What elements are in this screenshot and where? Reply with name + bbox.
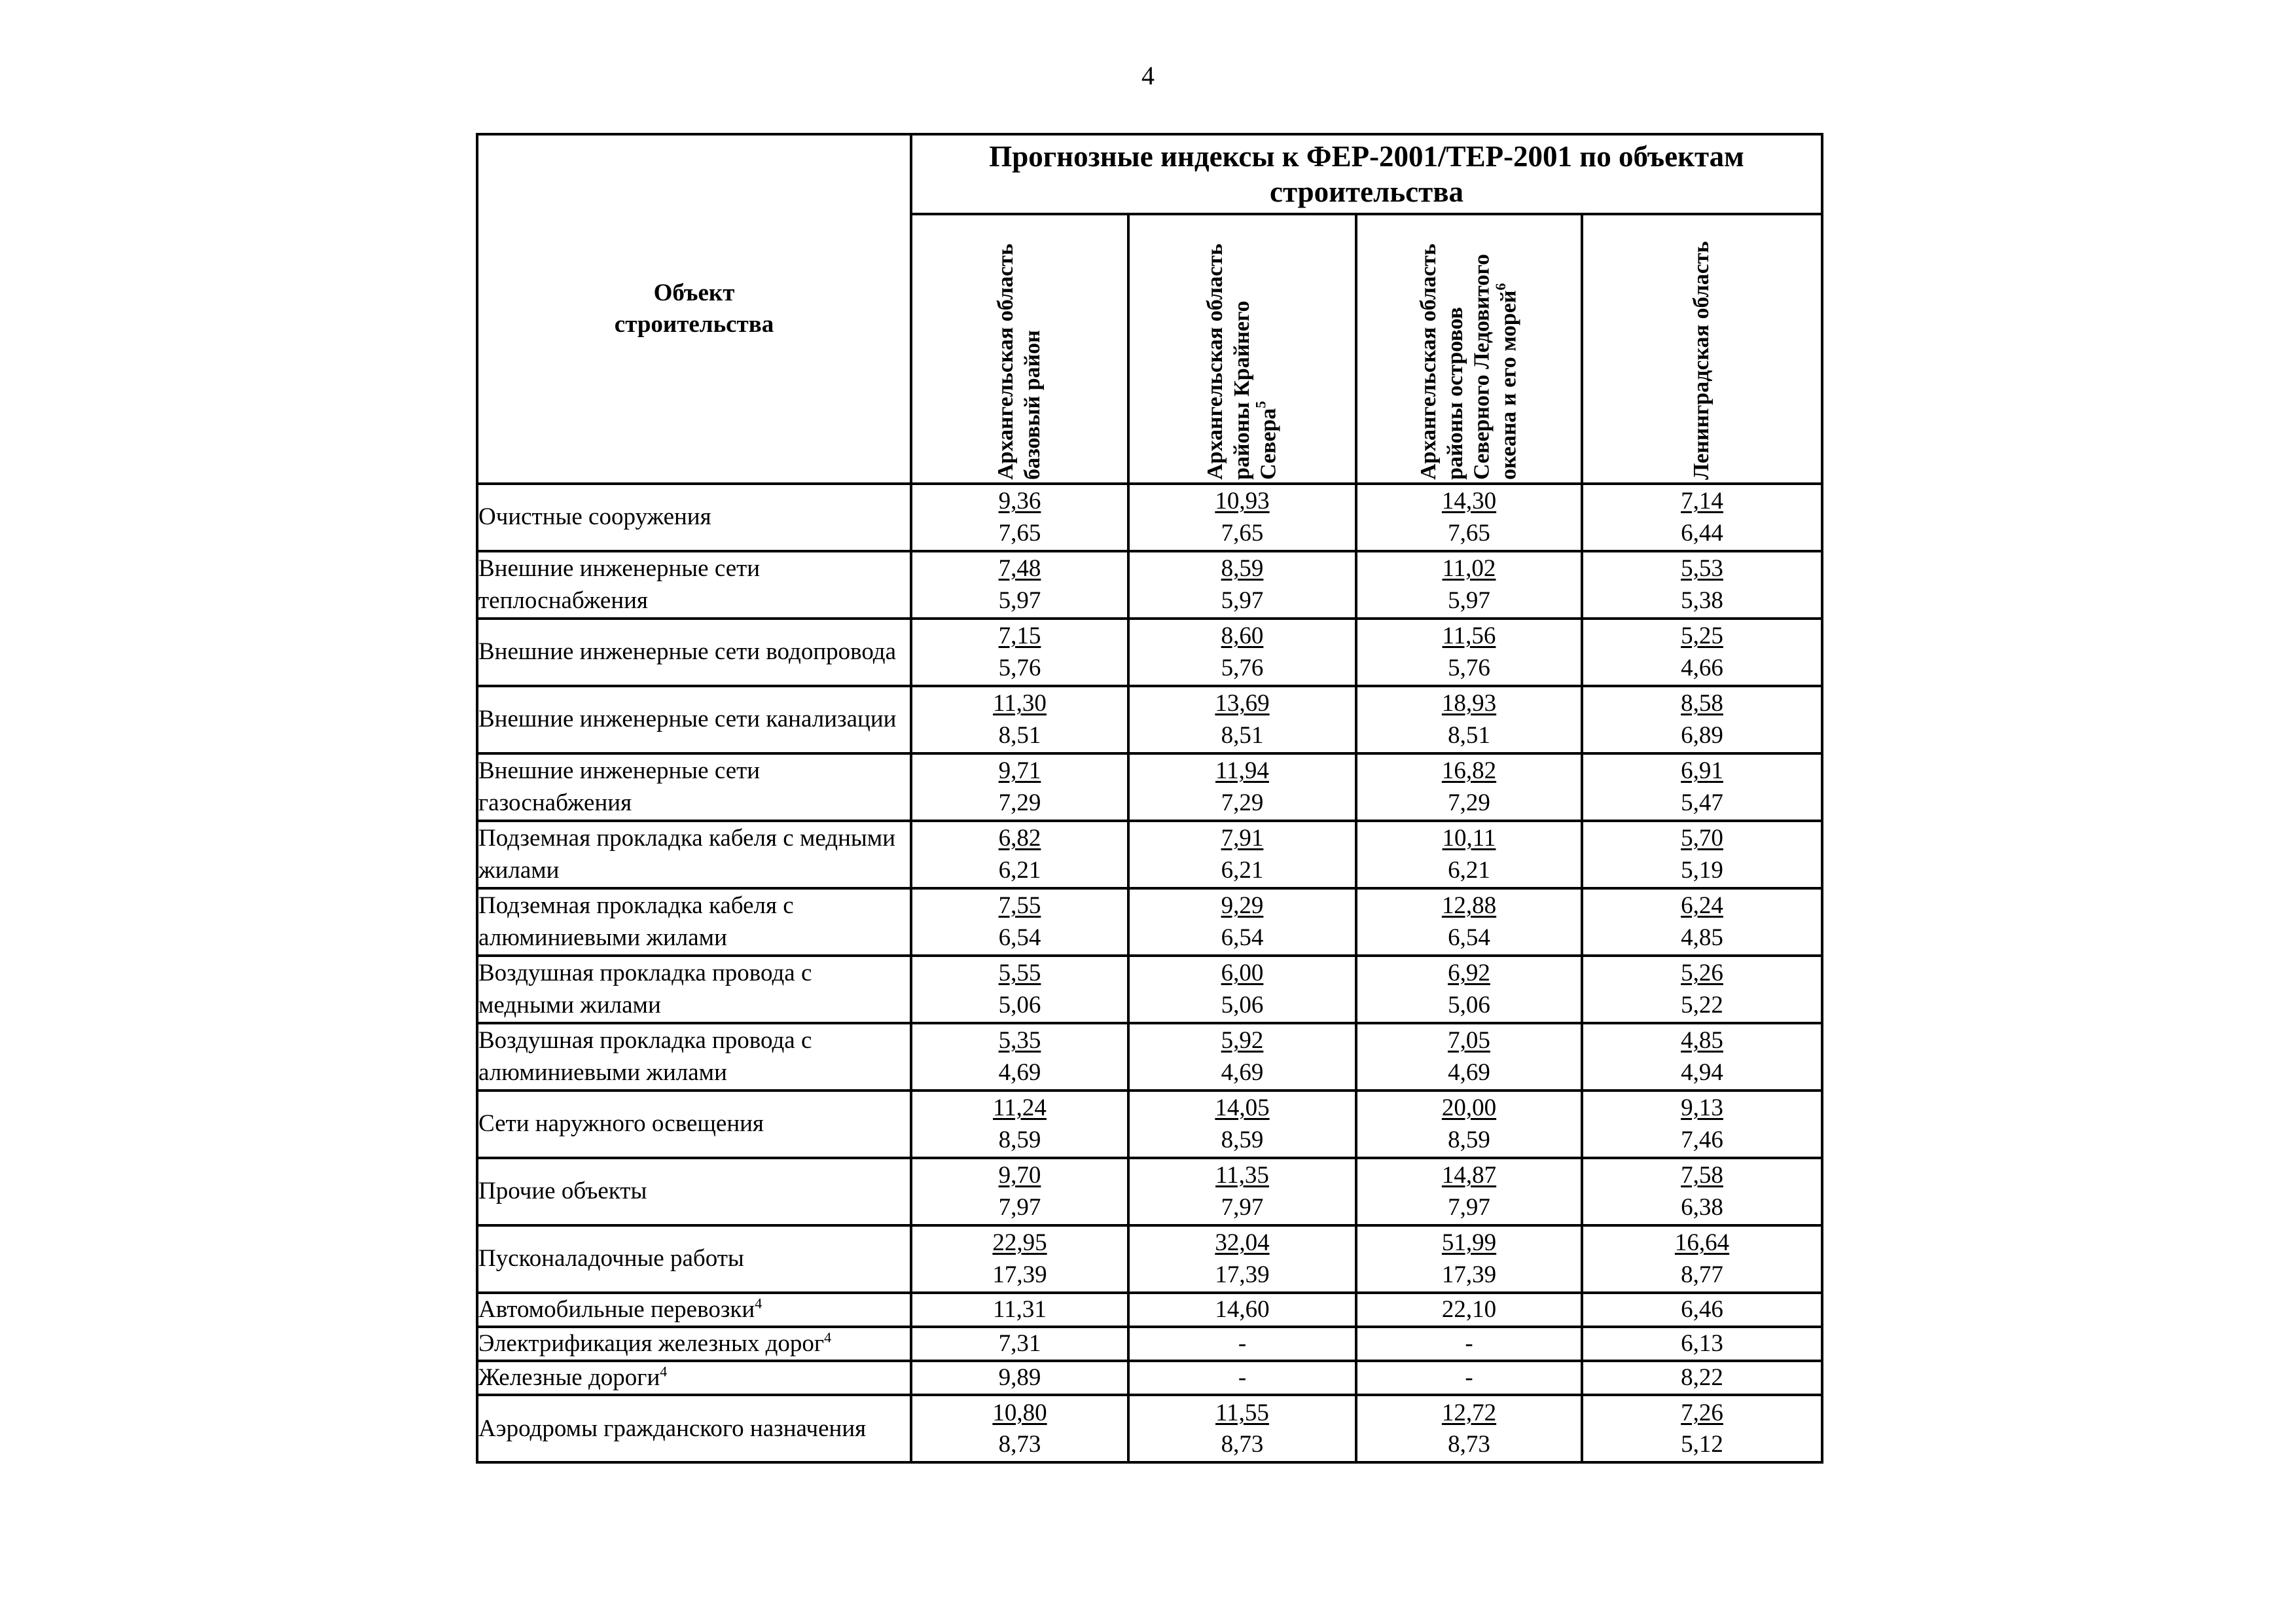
index-value: 22,10 <box>1441 1296 1497 1323</box>
row-label-text: Внешние инженерные сети канализации <box>478 706 897 733</box>
index-value-top: 8,59 <box>1221 555 1264 583</box>
value-cell <box>1128 1158 1356 1225</box>
value-cell <box>911 1023 1128 1091</box>
row-label-text: Очистные сооружения <box>478 503 711 531</box>
column-header-text <box>1689 218 1715 480</box>
value-cell <box>1128 1395 1356 1462</box>
index-value-bottom: 8,51 <box>998 721 1041 749</box>
index-value-bottom: 6,54 <box>1221 924 1264 951</box>
table-row <box>477 1327 1822 1361</box>
index-value-bottom: 4,69 <box>1221 1058 1264 1086</box>
table-row <box>477 686 1822 753</box>
index-value-bottom: 5,97 <box>998 586 1041 614</box>
index-value-top: 11,94 <box>1215 757 1269 785</box>
table-row <box>477 1361 1822 1395</box>
value-cell <box>1582 753 1822 821</box>
index-value-bottom: 6,54 <box>998 924 1041 951</box>
index-value-top: 11,02 <box>1442 555 1496 583</box>
row-label-text: Подземная прокладка кабеля с медными жилами <box>478 825 896 884</box>
object-header <box>477 134 911 484</box>
table-row <box>477 1293 1822 1327</box>
index-value-top: 9,29 <box>1221 892 1264 920</box>
value-cell <box>1128 1091 1356 1158</box>
index-value-bottom: 5,47 <box>1681 789 1723 816</box>
row-label-text: Воздушная прокладка провода с алюминиевыми жилами <box>478 1027 812 1086</box>
row-label <box>477 1091 911 1158</box>
group-header <box>911 134 1822 214</box>
value-cell <box>911 1395 1128 1462</box>
index-value: 6,13 <box>1681 1330 1723 1358</box>
index-value-bottom: 6,21 <box>1221 856 1264 884</box>
index-value-top: 9,13 <box>1681 1094 1723 1122</box>
index-value-bottom: 8,73 <box>1221 1430 1264 1458</box>
index-value-top: 14,87 <box>1441 1162 1497 1189</box>
index-value-top: 7,48 <box>998 555 1041 583</box>
value-cell <box>1356 1395 1582 1462</box>
index-value-bottom: 5,97 <box>1221 586 1264 614</box>
index-value-top: 51,99 <box>1441 1229 1497 1257</box>
index-value-bottom: 8,51 <box>1448 721 1490 749</box>
index-value-top: 6,82 <box>998 825 1041 852</box>
index-value-bottom: 8,73 <box>1448 1430 1490 1458</box>
row-label-text: Электрификация железных дорог <box>478 1330 825 1358</box>
value-cell <box>1356 1023 1582 1091</box>
index-value-top: 7,14 <box>1681 488 1723 515</box>
index-value-top: 11,30 <box>993 690 1047 717</box>
index-value-top: 18,93 <box>1441 690 1497 717</box>
index-value-top: 5,92 <box>1221 1027 1264 1055</box>
value-cell <box>1128 956 1356 1023</box>
value-cell <box>911 888 1128 956</box>
index-value-bottom: 8,77 <box>1681 1261 1723 1288</box>
index-value-bottom: 5,06 <box>1221 991 1264 1019</box>
value-cell <box>1356 1158 1582 1225</box>
index-value-top: 5,35 <box>998 1027 1041 1055</box>
index-value-bottom: 6,89 <box>1681 721 1723 749</box>
value-cell <box>1356 1361 1582 1395</box>
table-body <box>477 484 1822 1462</box>
index-value-bottom: 8,59 <box>1221 1126 1264 1153</box>
table-row <box>477 821 1822 888</box>
index-value-top: 5,53 <box>1681 555 1723 583</box>
index-value-top: 9,36 <box>998 488 1041 515</box>
value-cell <box>1356 1293 1582 1327</box>
footnote-mark: 4 <box>824 1329 832 1346</box>
row-label <box>477 1327 911 1361</box>
index-value-top: 9,70 <box>998 1162 1041 1189</box>
table-row <box>477 1225 1822 1293</box>
index-value-top: 11,55 <box>1215 1399 1269 1426</box>
row-label <box>477 956 911 1023</box>
value-cell <box>1582 956 1822 1023</box>
value-cell <box>1128 1023 1356 1091</box>
index-table <box>476 133 1823 1464</box>
group-header-text: Прогнозные индексы к ФЕР-2001/ТЕР-2001 по объектам строительства <box>989 140 1744 208</box>
value-cell <box>1356 619 1582 686</box>
index-value-bottom: 6,44 <box>1681 519 1723 547</box>
value-cell <box>1128 1327 1356 1361</box>
column-header-label: Ленинградская область <box>1689 241 1714 480</box>
value-cell <box>1356 1091 1582 1158</box>
column-header-label: Архангельская область базовый район <box>994 244 1045 480</box>
table-row <box>477 753 1822 821</box>
index-value-top: 7,55 <box>998 892 1041 920</box>
row-label-text: Железные дороги <box>478 1364 660 1392</box>
index-value-top: 7,26 <box>1681 1399 1723 1426</box>
value-cell <box>1582 1361 1822 1395</box>
value-cell <box>1356 888 1582 956</box>
index-value-bottom: 5,76 <box>1221 654 1264 681</box>
value-cell <box>1356 821 1582 888</box>
value-cell <box>1582 888 1822 956</box>
column-header-label: Архангельская область районы островов Северного Ледовитого океана и его морей <box>1416 244 1521 480</box>
index-value-bottom: 7,97 <box>998 1193 1041 1221</box>
index-value-bottom: 7,65 <box>1448 519 1490 547</box>
index-value-top: 7,15 <box>998 623 1041 650</box>
row-label-text: Внешние инженерные сети теплоснабжения <box>478 555 761 614</box>
index-value-bottom: 6,38 <box>1681 1193 1723 1221</box>
index-value-top: 10,11 <box>1442 825 1496 852</box>
index-value-top: 11,56 <box>1442 623 1496 650</box>
row-label <box>477 551 911 619</box>
row-label-text: Внешние инженерные сети водопровода <box>478 638 897 666</box>
value-cell <box>1128 1225 1356 1293</box>
index-value-bottom: 5,19 <box>1681 856 1723 884</box>
value-cell <box>1582 1091 1822 1158</box>
index-value-bottom: 6,21 <box>1448 856 1490 884</box>
value-cell <box>1128 1361 1356 1395</box>
index-value-top: 7,05 <box>1448 1027 1490 1055</box>
column-header-text <box>1416 218 1522 480</box>
table-row <box>477 1395 1822 1462</box>
index-value-top: 13,69 <box>1215 690 1270 717</box>
index-value-bottom: 5,12 <box>1681 1430 1723 1458</box>
table-row <box>477 1158 1822 1225</box>
index-value-top: 6,91 <box>1681 757 1723 785</box>
value-cell <box>911 686 1128 753</box>
index-value-bottom: 7,29 <box>1448 789 1490 816</box>
index-value-bottom: 7,97 <box>1221 1193 1264 1221</box>
value-cell <box>1582 821 1822 888</box>
row-label-text: Автомобильные перевозки <box>478 1296 755 1323</box>
index-value-top: 4,85 <box>1681 1027 1723 1055</box>
index-value-bottom: 6,54 <box>1448 924 1490 951</box>
index-value-bottom: 5,76 <box>1448 654 1490 681</box>
column-header-4 <box>1582 214 1822 484</box>
value-cell <box>1128 551 1356 619</box>
index-value-top: 5,26 <box>1681 960 1723 987</box>
row-label <box>477 1023 911 1091</box>
index-value-top: 8,58 <box>1681 690 1723 717</box>
row-label <box>477 686 911 753</box>
value-cell <box>1582 1023 1822 1091</box>
row-label <box>477 484 911 551</box>
value-cell <box>1356 551 1582 619</box>
object-header-text: Объект строительства <box>614 279 774 338</box>
table-row <box>477 551 1822 619</box>
table-row <box>477 1023 1822 1091</box>
row-label <box>477 753 911 821</box>
index-value-top: 6,92 <box>1448 960 1490 987</box>
value-cell <box>1582 551 1822 619</box>
index-value-bottom: 8,59 <box>1448 1126 1490 1153</box>
value-cell <box>911 1158 1128 1225</box>
index-value-top: 16,82 <box>1441 757 1497 785</box>
value-cell <box>1128 686 1356 753</box>
index-value-bottom: 7,65 <box>1221 519 1264 547</box>
index-value-bottom: 17,39 <box>1215 1261 1270 1288</box>
table-row <box>477 619 1822 686</box>
index-value-top: 10,80 <box>992 1399 1047 1426</box>
index-value-bottom: 17,39 <box>1441 1261 1497 1288</box>
index-value-bottom: 5,06 <box>1448 991 1490 1019</box>
index-value-bottom: 7,65 <box>998 519 1041 547</box>
value-cell <box>911 956 1128 1023</box>
value-cell <box>1356 753 1582 821</box>
index-value: - <box>1465 1330 1473 1358</box>
index-value: 11,31 <box>993 1296 1047 1323</box>
value-cell <box>911 821 1128 888</box>
index-value-top: 7,58 <box>1681 1162 1723 1189</box>
index-value-top: 32,04 <box>1215 1229 1270 1257</box>
index-value-bottom: 17,39 <box>992 1261 1047 1288</box>
table-row <box>477 956 1822 1023</box>
index-value-top: 14,05 <box>1215 1094 1270 1122</box>
index-value-bottom: 5,97 <box>1448 586 1490 614</box>
index-value-top: 5,55 <box>998 960 1041 987</box>
row-label-text: Внешние инженерные сети газоснабжения <box>478 757 761 816</box>
value-cell <box>1582 1395 1822 1462</box>
row-label <box>477 1293 911 1327</box>
row-label <box>477 821 911 888</box>
value-cell <box>1582 1327 1822 1361</box>
index-value-top: 6,24 <box>1681 892 1723 920</box>
index-value-top: 22,95 <box>992 1229 1047 1257</box>
row-label <box>477 888 911 956</box>
row-label-text: Прочие объекты <box>478 1178 647 1205</box>
column-header-label: Архангельская область районы Крайнего Севера <box>1202 244 1281 480</box>
index-value-top: 11,24 <box>993 1094 1047 1122</box>
value-cell <box>1356 956 1582 1023</box>
value-cell <box>911 551 1128 619</box>
row-label-text: Воздушная прокладка провода с медными жилами <box>478 960 812 1019</box>
value-cell <box>911 1327 1128 1361</box>
index-value: 6,46 <box>1681 1296 1723 1323</box>
value-cell <box>911 1225 1128 1293</box>
value-cell <box>1356 1225 1582 1293</box>
value-cell <box>1128 484 1356 551</box>
value-cell <box>1128 821 1356 888</box>
index-value-bottom: 7,29 <box>1221 789 1264 816</box>
index-value-top: 6,00 <box>1221 960 1264 987</box>
index-value-top: 5,70 <box>1681 825 1723 852</box>
index-value-bottom: 8,73 <box>998 1430 1041 1458</box>
index-value-top: 5,25 <box>1681 623 1723 650</box>
value-cell <box>911 484 1128 551</box>
column-header-text <box>1202 218 1282 480</box>
index-value-top: 9,71 <box>998 757 1041 785</box>
index-value-top: 8,60 <box>1221 623 1264 650</box>
index-value-bottom: 5,22 <box>1681 991 1723 1019</box>
index-value: 14,60 <box>1215 1296 1270 1323</box>
column-header-1 <box>911 214 1128 484</box>
value-cell <box>911 1293 1128 1327</box>
index-value: - <box>1465 1364 1473 1392</box>
row-label-text: Подземная прокладка кабеля с алюминиевыми жилами <box>478 892 794 951</box>
value-cell <box>911 1361 1128 1395</box>
row-label <box>477 1361 911 1395</box>
value-cell <box>1582 484 1822 551</box>
value-cell <box>1582 686 1822 753</box>
value-cell <box>911 619 1128 686</box>
index-value-bottom: 4,69 <box>998 1058 1041 1086</box>
index-value-bottom: 4,66 <box>1681 654 1723 681</box>
row-label <box>477 1395 911 1462</box>
value-cell <box>1128 753 1356 821</box>
value-cell <box>1356 484 1582 551</box>
footnote-mark: 4 <box>755 1295 762 1312</box>
value-cell <box>1128 1293 1356 1327</box>
value-cell <box>1128 888 1356 956</box>
row-label <box>477 1225 911 1293</box>
value-cell <box>911 1091 1128 1158</box>
index-value-top: 16,64 <box>1674 1229 1730 1257</box>
table-row <box>477 1091 1822 1158</box>
index-value-top: 10,93 <box>1215 488 1270 515</box>
value-cell <box>911 753 1128 821</box>
index-value: - <box>1238 1330 1247 1358</box>
row-label-text: Пусконаладочные работы <box>478 1245 744 1272</box>
value-cell <box>1582 619 1822 686</box>
index-value-bottom: 8,59 <box>998 1126 1041 1153</box>
column-header-3 <box>1356 214 1582 484</box>
index-value-top: 20,00 <box>1441 1094 1497 1122</box>
index-value: 7,31 <box>998 1330 1041 1358</box>
row-label <box>477 1158 911 1225</box>
row-label-text: Аэродромы гражданского назначения <box>478 1415 867 1442</box>
index-value: - <box>1238 1364 1247 1392</box>
index-value-bottom: 7,97 <box>1448 1193 1490 1221</box>
index-value-top: 12,88 <box>1441 892 1497 920</box>
index-value: 8,22 <box>1681 1364 1723 1392</box>
value-cell <box>1128 619 1356 686</box>
table-row <box>477 484 1822 551</box>
footnote-mark: 5 <box>1252 401 1269 408</box>
index-value-bottom: 4,85 <box>1681 924 1723 951</box>
value-cell <box>1356 686 1582 753</box>
footnote-mark: 4 <box>660 1363 668 1380</box>
column-header-text <box>993 218 1047 480</box>
index-value-bottom: 5,76 <box>998 654 1041 681</box>
index-value: 9,89 <box>998 1364 1041 1392</box>
row-label <box>477 619 911 686</box>
footnote-mark: 6 <box>1492 283 1509 291</box>
index-value-top: 7,91 <box>1221 825 1264 852</box>
index-value-bottom: 5,06 <box>998 991 1041 1019</box>
value-cell <box>1582 1293 1822 1327</box>
column-header-2 <box>1128 214 1356 484</box>
index-value-bottom: 4,94 <box>1681 1058 1723 1086</box>
index-value-bottom: 8,51 <box>1221 721 1264 749</box>
table-row <box>477 888 1822 956</box>
value-cell <box>1582 1158 1822 1225</box>
index-value-bottom: 7,29 <box>998 789 1041 816</box>
value-cell <box>1582 1225 1822 1293</box>
index-value-bottom: 6,21 <box>998 856 1041 884</box>
index-value-bottom: 4,69 <box>1448 1058 1490 1086</box>
index-value-bottom: 7,46 <box>1681 1126 1723 1153</box>
row-label-text: Сети наружного освещения <box>478 1110 764 1138</box>
index-value-top: 12,72 <box>1441 1399 1497 1426</box>
value-cell <box>1356 1327 1582 1361</box>
index-value-bottom: 5,38 <box>1681 586 1723 614</box>
page-number: 4 <box>1141 61 1155 90</box>
index-value-top: 11,35 <box>1215 1162 1269 1189</box>
index-value-top: 14,30 <box>1441 488 1497 515</box>
